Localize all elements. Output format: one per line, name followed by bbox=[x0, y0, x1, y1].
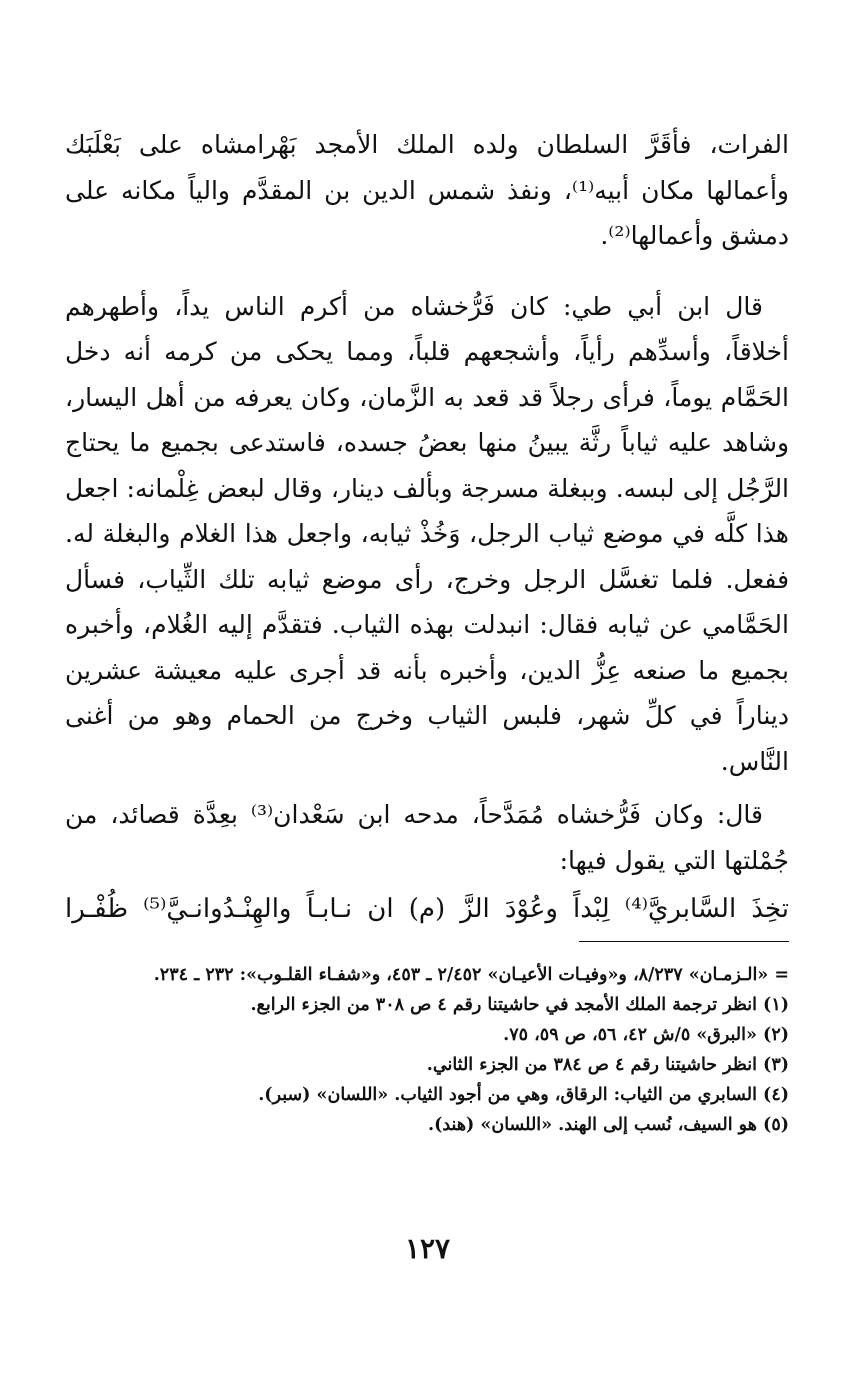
text-line: الرجل وخرج، رأى موضع ثيابه تلك الثِّياب، فسأل الحَمَّامي عن ثيابه فقال: bbox=[65, 564, 789, 639]
paragraph-2 bbox=[65, 284, 789, 785]
text-line: قال: وكان فَرُّخشاه مُمَدَّحاً، مدحه ابن سَعْدان⁽³⁾ بعِدَّة قصائد، من bbox=[65, 800, 763, 829]
text-line: جُمْلتها التي يقول فيها: bbox=[559, 845, 789, 875]
footnote-separator bbox=[579, 941, 789, 942]
text-line: وببغلة مسرجة وبألف دينار، وقال لبعض غِلْمانه: اجعل هذا كلَّه في موضع bbox=[65, 473, 789, 548]
paragraph-3 bbox=[65, 792, 789, 883]
footnote-1: (١) انظر ترجمة الملك الأمجد في حاشيتنا رقم ٤ ص ٣٠٨ من الجزء الرابع. bbox=[250, 995, 789, 1015]
text-line: ثياب الرجل، وَخُذْ ثيابه، واجعل هذا الغلام والبغلة له. ففعل. فلما تغسَّل bbox=[65, 519, 790, 594]
text-line: فرأى رجلاً قد قعد به الزَّمان، وكان يعرفه من أهل اليسار، وشاهد عليه ثياباً bbox=[65, 382, 790, 457]
page-number: ١٢٧ bbox=[404, 1232, 451, 1265]
text-line: رثَّة يبينُ منها بعضُ جسده، فاستدعى بجميع ما يحتاج الرَّجُل إلى لبسه. bbox=[65, 428, 790, 503]
text-line: الفرات، فأقَرَّ السلطان ولده الملك الأمجد بَهْرامشاه على بَعْلَبَك وأعمالها bbox=[65, 130, 789, 205]
text-line: وأعمالها⁽²⁾. bbox=[600, 221, 714, 250]
text-line: وأخبره بأنه قد أجرى عليه معيشة عشرين ديناراً في كلِّ شهر، فلبس الثياب bbox=[65, 655, 789, 730]
footnotes bbox=[65, 960, 789, 1140]
footnote-continued: = «الـزمـان» ٨/٢٣٧، و«وفيـات الأعيـان» ٢/٤٥٢ ـ ٤٥٣، و«شفـاء القلـوب»: ٢٣٢ ـ ٢٣٤. bbox=[153, 965, 789, 985]
footnote-2: (٢) «البرق» ٥/ش ٤٢، ٥٦، ص ٥٩، ٧٥. bbox=[503, 1025, 789, 1045]
footnote-5: (٥) هو السيف، نُسب إلى الهند. «اللسان» (هند). bbox=[427, 1115, 789, 1135]
main-text bbox=[65, 122, 789, 933]
text-line: مكان أبيه⁽¹⁾، ونفذ شمس الدين بن المقدَّم والياً مكانه على دمشق bbox=[65, 175, 789, 250]
footnote-4: (٤) السابري من الثياب: الرقاق، وهي من أجود الثياب. «اللسان» (سبر). bbox=[258, 1085, 789, 1105]
text-line: وأسدِّهم رأياً، وأشجعهم قلباً، ومما يحكى من كرمه أنه دخل الحَمَّام يوماً، bbox=[65, 337, 789, 412]
footnote-3: (٣) انظر حاشيتنا رقم ٤ ص ٣٨٤ من الجزء الثاني. bbox=[426, 1055, 789, 1075]
paragraph-1 bbox=[65, 122, 789, 259]
poem-verse: تخِذَ السَّابريَّ⁽⁴⁾ لِبْداً وعُوْدَ الزَّ (م) ان نـابـاً والهِنْـدُوانـيَّ⁽⁵⁾ ظُفْـرا bbox=[65, 894, 789, 924]
text-line: وخرج من الحمام وهو من أغنى النَّاس. bbox=[65, 701, 789, 776]
text-line: قال ابن أبي طي: كان فَرُّخشاه من أكرم الناس يداً، وأطهرهم أخلاقاً، bbox=[65, 291, 789, 366]
text-line: انبدلت بهذه الثياب. فتقدَّم إليه الغُلام، وأخبره بجميع ما صنعه عِزُّ الدين، bbox=[65, 610, 789, 685]
